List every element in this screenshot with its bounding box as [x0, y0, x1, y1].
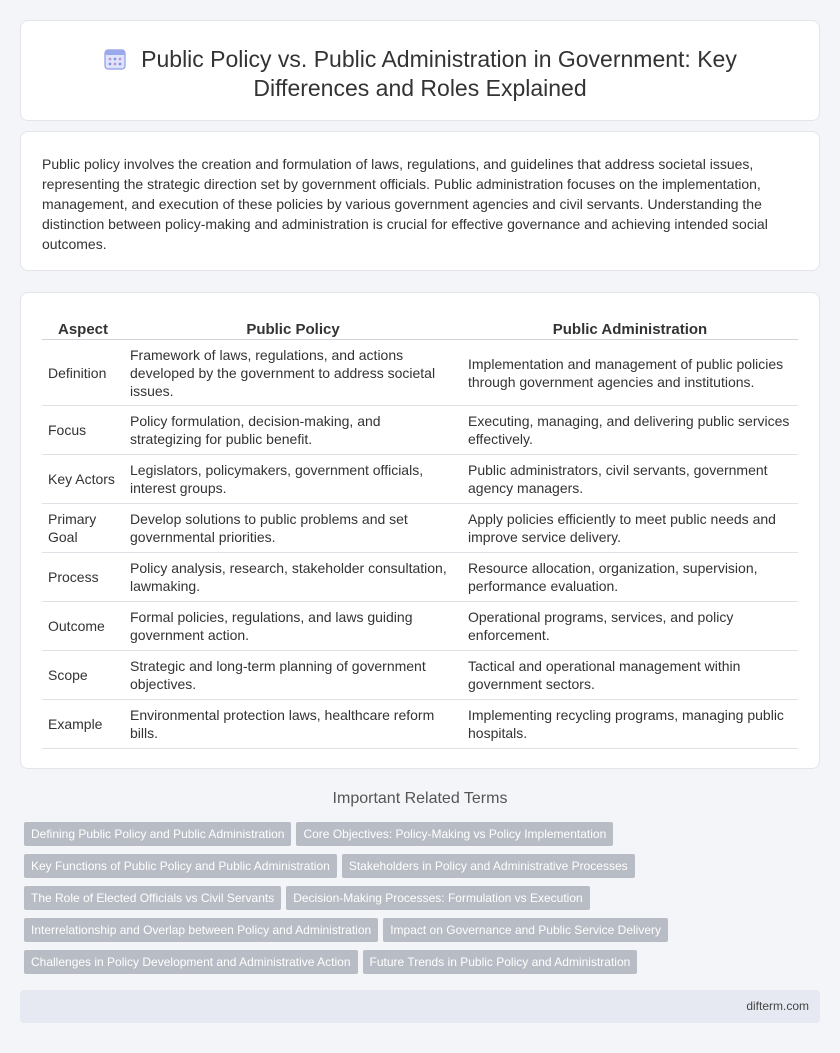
related-term-link[interactable]: The Role of Elected Officials vs Civil Servants [24, 886, 281, 910]
admin-cell: Operational programs, services, and policy enforcement. [462, 601, 798, 650]
table-row [42, 405, 798, 454]
policy-cell: Policy formulation, decision-making, and strategizing for public benefit. [124, 405, 462, 454]
title-line-1: Public Policy vs. Public Administration in Government: Key [141, 46, 737, 72]
table-header-row [42, 315, 798, 339]
aspect-cell: Scope [42, 650, 124, 699]
table-row [42, 339, 798, 405]
related-term-link[interactable]: Interrelationship and Overlap between Policy and Administration [24, 918, 378, 942]
title-line-2: Differences and Roles Explained [253, 75, 587, 101]
policy-cell: Develop solutions to public problems and set governmental priorities. [124, 503, 462, 552]
aspect-cell: Focus [42, 405, 124, 454]
table-row [42, 601, 798, 650]
related-terms-heading: Important Related Terms [332, 790, 508, 807]
admin-cell: Public administrators, civil servants, government agency managers. [462, 454, 798, 503]
table-row [42, 552, 798, 601]
policy-cell: Legislators, policymakers, government officials, interest groups. [124, 454, 462, 503]
table-row [42, 650, 798, 699]
policy-cell: Framework of laws, regulations, and actions developed by the government to address societal issues. [124, 339, 462, 405]
related-terms-list [24, 822, 724, 982]
aspect-cell: Process [42, 552, 124, 601]
aspect-cell: Outcome [42, 601, 124, 650]
related-term-link[interactable]: Decision-Making Processes: Formulation vs Execution [286, 886, 589, 910]
header-public-policy: Public Policy [124, 315, 462, 339]
related-term-link[interactable]: Challenges in Policy Development and Administrative Action [24, 950, 358, 974]
related-term-link[interactable]: Core Objectives: Policy-Making vs Policy Implementation [296, 822, 613, 846]
calendar-grid-icon [103, 47, 127, 71]
title-card [20, 20, 820, 121]
related-term-link[interactable]: Defining Public Policy and Public Administration [24, 822, 291, 846]
policy-cell: Policy analysis, research, stakeholder consultation, lawmaking. [124, 552, 462, 601]
table-row [42, 699, 798, 748]
policy-cell: Formal policies, regulations, and laws guiding government action. [124, 601, 462, 650]
aspect-cell: Key Actors [42, 454, 124, 503]
aspect-cell: Example [42, 699, 124, 748]
table-row [42, 503, 798, 552]
related-term-link[interactable]: Stakeholders in Policy and Administrative Processes [342, 854, 635, 878]
intro-card [20, 131, 820, 271]
admin-cell: Apply policies efficiently to meet public needs and improve service delivery. [462, 503, 798, 552]
related-term-link[interactable]: Key Functions of Public Policy and Public Administration [24, 854, 337, 878]
admin-cell: Resource allocation, organization, supervision, performance evaluation. [462, 552, 798, 601]
footer-site-link[interactable]: difterm.com [746, 999, 809, 1013]
admin-cell: Tactical and operational management within government sectors. [462, 650, 798, 699]
policy-cell: Environmental protection laws, healthcare reform bills. [124, 699, 462, 748]
intro-paragraph: Public policy involves the creation and formulation of laws, regulations, and guidelines that address societal issues, representing the strategic direction set by government officials. Public administration focuses on the implementation, management, and execution of these policies by various government agencies and civil servants. Understanding the distinction between policy-making and administration is crucial for effective governance and achieving intended social outcomes. [42, 156, 768, 252]
comparison-table [42, 315, 798, 749]
related-term-link[interactable]: Future Trends in Public Policy and Administration [363, 950, 638, 974]
table-row [42, 454, 798, 503]
aspect-cell: Primary Goal [42, 503, 124, 552]
admin-cell: Executing, managing, and delivering public services effectively. [462, 405, 798, 454]
admin-cell: Implementation and management of public policies through government agencies and institutions. [462, 339, 798, 405]
policy-cell: Strategic and long-term planning of government objectives. [124, 650, 462, 699]
comparison-card [20, 292, 820, 769]
aspect-cell: Definition [42, 339, 124, 405]
footer-bar [20, 990, 820, 1023]
header-aspect: Aspect [42, 315, 124, 339]
admin-cell: Implementing recycling programs, managing public hospitals. [462, 699, 798, 748]
related-term-link[interactable]: Impact on Governance and Public Service Delivery [383, 918, 668, 942]
page-title [21, 45, 819, 103]
header-public-administration: Public Administration [462, 315, 798, 339]
